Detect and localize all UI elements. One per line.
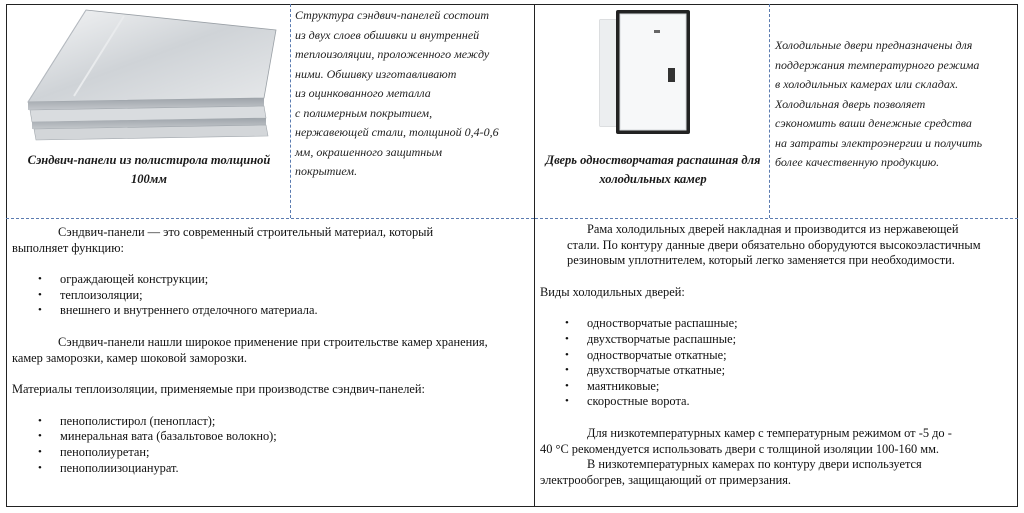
list-item: • одностворчатые откатные;: [587, 348, 1014, 364]
left-description-line: с полимерным покрытием,: [295, 105, 433, 120]
list-item: • внешнего и внутреннего отделочного материала.: [60, 303, 532, 319]
list-item: • минеральная вата (базальтовое волокно);: [60, 429, 532, 445]
usage-text: камер заморозки, камер шоковой заморозки.: [12, 350, 247, 365]
intro-text: выполняет функцию:: [12, 240, 124, 255]
right-description-line: в холодильных камерах или складах.: [775, 77, 959, 91]
lowtemp-text: 40 °С рекомендуется использовать двери с толщиной изоляции 100-160 мм.: [540, 441, 940, 456]
list-item: • пенополистирол (пенопласт);: [60, 414, 532, 430]
list-item: • скоростные ворота.: [587, 394, 1014, 410]
usage-text: Сэндвич-панели нашли широкое применение при строительстве камер хранения,: [58, 334, 488, 349]
frame-text: резиновым уплотнителем, который легко заменяется при необходимости.: [567, 253, 955, 268]
left-description-line: из двух слоев обшивки и внутренней: [295, 27, 480, 42]
left-description-line: покрытием.: [295, 164, 358, 178]
left-description-line: теплоизоляции, проложенного между: [295, 47, 490, 61]
right-description-line: сэкономить ваши денежные средства: [775, 116, 972, 130]
left-caption: Сэндвич-панели из полистирола толщиной 100мм: [27, 153, 271, 186]
sandwich-panel-image: [14, 6, 284, 146]
left-description: [295, 6, 531, 182]
column-divider: [534, 4, 535, 507]
lowtemp-text: Для низкотемпературных камер с температурным режимом от -5 до -: [587, 425, 952, 440]
left-body: [12, 225, 532, 476]
heating-text: электрообогрев, защищающий от примерзания.: [540, 472, 792, 487]
left-description-line: мм, окрашенного защитным: [295, 144, 443, 159]
materials-list: [12, 414, 532, 476]
list-item: • ограждающей конструкции;: [60, 272, 532, 288]
frame-text: Рама холодильных дверей накладная и производится из нержавеющей: [587, 222, 959, 236]
list-item: • двухстворчатые распашные;: [587, 332, 1014, 348]
right-body: [540, 222, 1014, 488]
types-heading: Виды холодильных дверей:: [540, 284, 685, 299]
list-item: • теплоизоляции;: [60, 288, 532, 304]
list-item: • пенополиизоцианурат.: [60, 461, 532, 477]
list-item: • двухстворчатые откатные;: [587, 363, 1014, 379]
functions-list: [12, 272, 532, 319]
list-item: • маятниковые;: [587, 379, 1014, 395]
left-description-line: из оцинкованного металла: [295, 86, 431, 100]
right-description-line: на затраты электроэнергии и получить: [775, 135, 983, 150]
materials-heading: Материалы теплоизоляции, применяемые при производстве сэндвич-панелей:: [12, 382, 425, 397]
list-item: • пенополиуретан;: [60, 445, 532, 461]
left-description-line: ними. Обшивку изготавливают: [295, 66, 457, 81]
left-description-line: Структура сэндвич-панелей состоит: [295, 8, 490, 22]
right-description-line: Холодильные двери предназначены для: [775, 38, 973, 52]
cold-room-door-image: [596, 8, 696, 136]
intro-text: Сэндвич-панели — это современный строительный материал, который: [58, 225, 434, 239]
right-caption: Дверь одностворчатая распашная для холодильных камер: [545, 153, 761, 186]
left-description-line: нержавеющей стали, толщиной 0,4-0,6: [295, 125, 499, 139]
heating-text: В низкотемпературных камерах по контуру двери используется: [587, 457, 922, 472]
frame-text: стали. По контуру данные двери обязательно оборудуются высокоэластичным: [567, 237, 981, 252]
right-description-line: Холодильная дверь позволяет: [775, 96, 926, 111]
list-item: • одностворчатые распашные;: [587, 316, 1014, 332]
right-cell-divider: [769, 4, 770, 218]
right-description-line: поддержания температурного режима: [775, 57, 980, 72]
door-types-list: [540, 316, 1014, 410]
right-description-line: более качественную продукцию.: [775, 155, 940, 169]
right-row-divider: [535, 218, 1018, 219]
right-description: [775, 36, 1015, 173]
left-cell-divider: [290, 4, 291, 218]
left-row-divider: [6, 218, 534, 219]
